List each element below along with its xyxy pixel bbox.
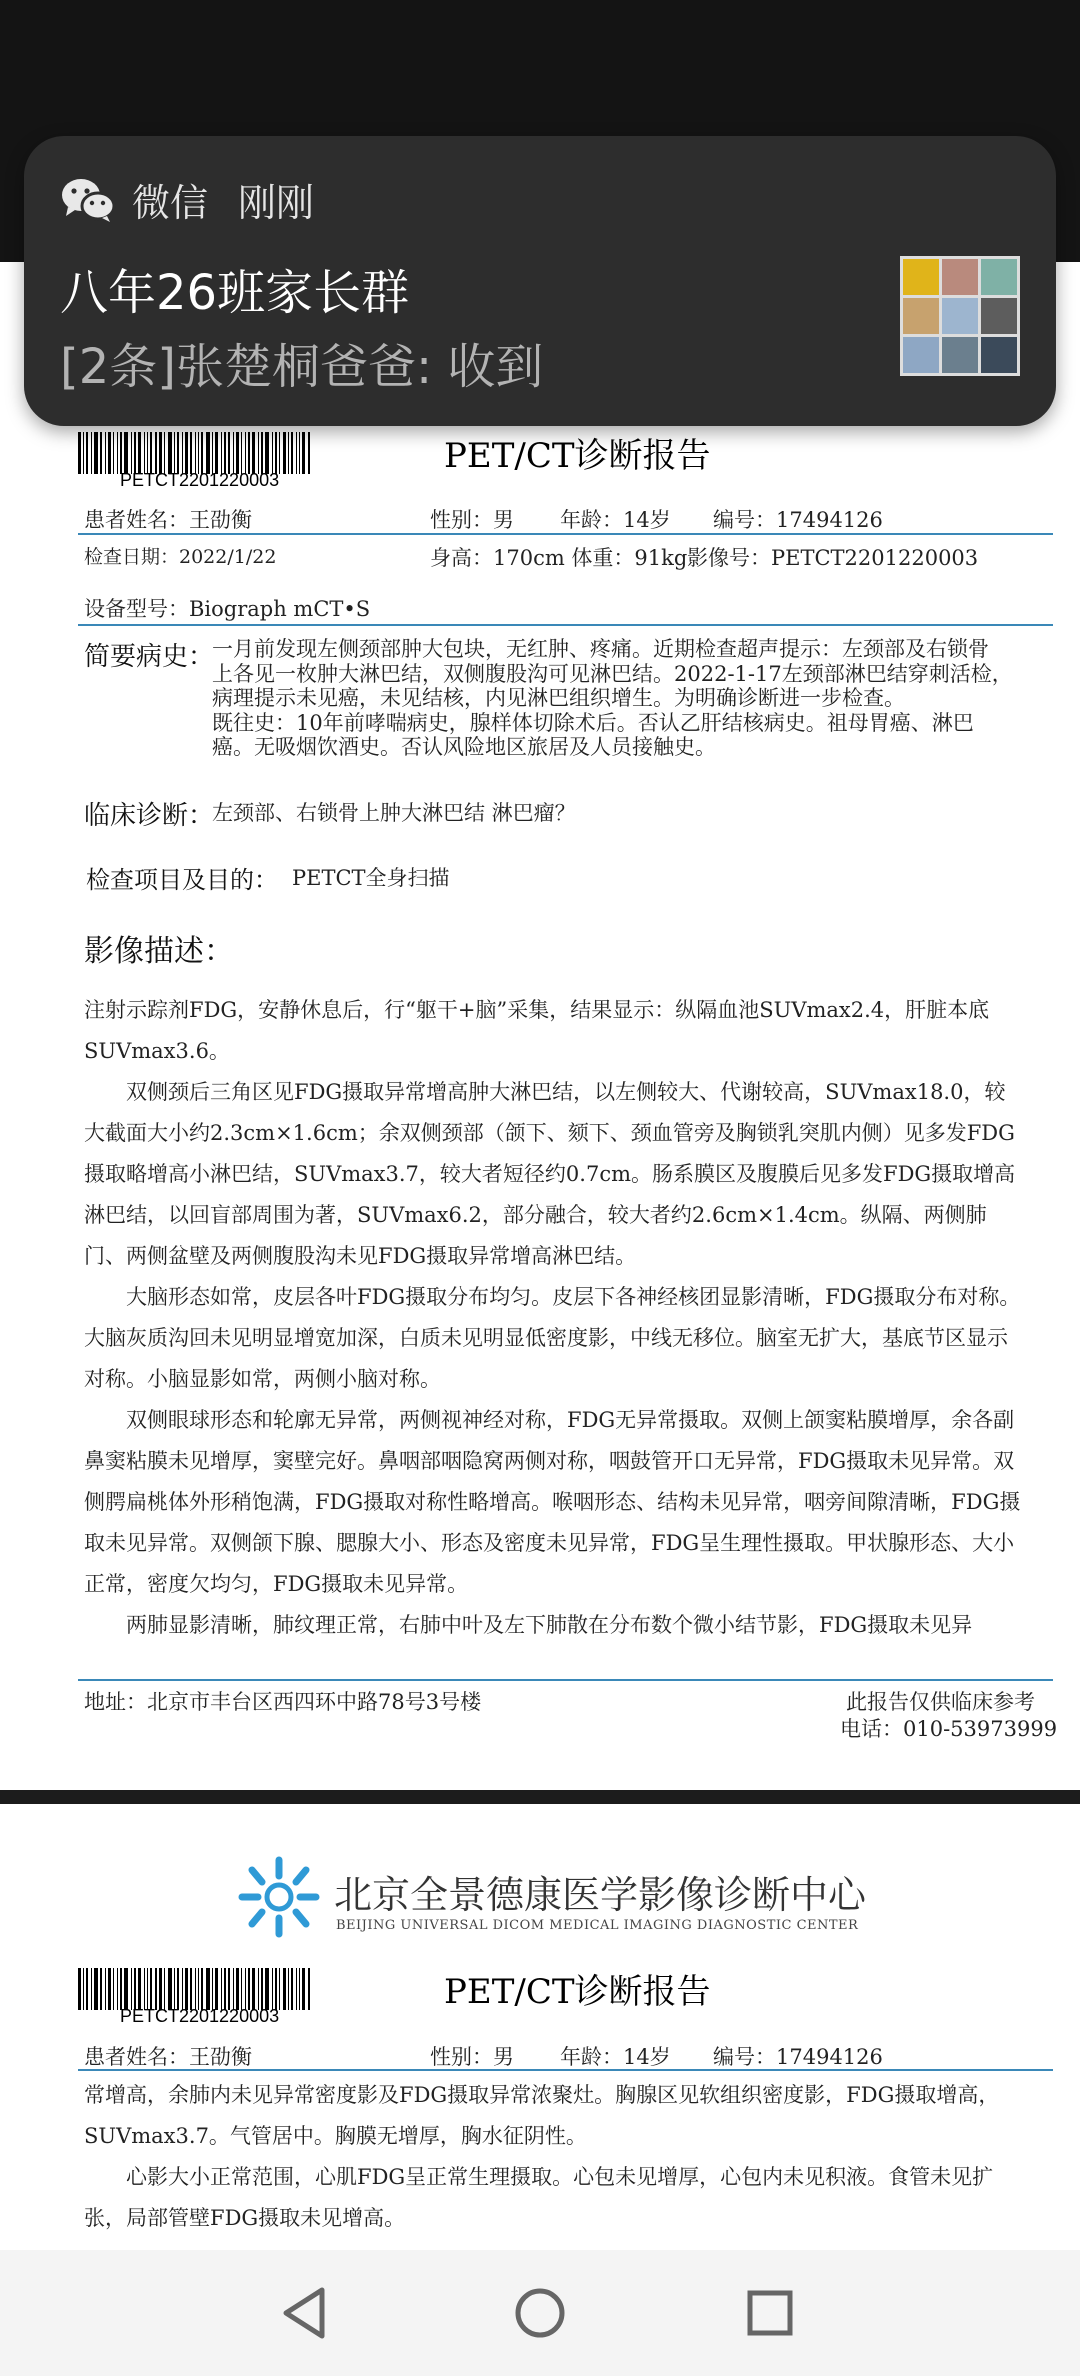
barcode-bar xyxy=(198,432,199,474)
barcode-bar xyxy=(174,1968,175,2010)
barcode-bar xyxy=(195,1968,196,2010)
barcode-bar xyxy=(185,1968,188,2010)
exam-item-label: 检查项目及目的： xyxy=(86,866,278,894)
barcode-bar xyxy=(150,1968,152,2010)
barcode-bar xyxy=(201,1968,203,2010)
barcode-bar xyxy=(113,1968,114,2010)
image-number: 影像号：PETCT2201220003 xyxy=(687,546,979,570)
barcode-bar xyxy=(131,1968,132,2010)
barcode-bar xyxy=(177,1968,179,2010)
barcode-bar xyxy=(233,432,234,474)
barcode-bar xyxy=(168,1968,172,2010)
barcode-bar xyxy=(206,1968,210,2010)
clinical-label: 临床诊断： xyxy=(84,801,215,831)
barcode-bar xyxy=(245,1968,246,2010)
barcode-bar xyxy=(308,1968,310,2010)
barcode-bar xyxy=(241,432,242,474)
barcode-bar xyxy=(190,1968,192,2010)
group-avatar xyxy=(900,256,1020,376)
divider xyxy=(78,624,1053,626)
patient-name: 患者姓名：王劭衡 xyxy=(84,508,252,532)
barcode-bar xyxy=(215,1968,218,2010)
divider xyxy=(78,533,1053,535)
barcode-bar xyxy=(201,432,203,474)
back-icon[interactable] xyxy=(270,2278,340,2348)
barcode-bar xyxy=(117,1968,118,2010)
barcode-bar xyxy=(134,432,136,474)
paragraph: 两肺显影清晰，肺纹理正常，右肺中叶及左下肺散在分布数个微小结节影，FDG摄取未见异 xyxy=(126,1613,973,1637)
notification-app: 微信 xyxy=(132,181,209,225)
barcode-bar xyxy=(233,1968,234,2010)
barcode-number: PETCT2201220003 xyxy=(120,2006,280,2026)
barcode-bar xyxy=(252,1968,255,2010)
barcode-bar xyxy=(138,1968,141,2010)
barcode-bar xyxy=(168,432,172,474)
barcode-bar xyxy=(159,432,162,474)
barcode-bar xyxy=(105,432,106,474)
paragraph: 注射示踪剂FDG，安静休息后，行“躯干+脑”采集，结果显示：纵隔血池SUVmax2.4，肝脏本底SUVmax3.6。 xyxy=(84,998,990,1063)
barcode-bar xyxy=(108,432,111,474)
barcode-bar xyxy=(299,1968,300,2010)
barcode-bar xyxy=(258,1968,259,2010)
barcode-bar xyxy=(131,432,132,474)
report-title: PET/CT诊断报告 xyxy=(444,1972,711,2012)
barcode-bar xyxy=(308,432,310,474)
patient-age: 年龄：14岁 xyxy=(560,508,671,532)
barcode-bar xyxy=(91,1968,92,2010)
barcode-bar xyxy=(190,432,192,474)
barcode-bar xyxy=(221,1968,222,2010)
page-separator xyxy=(0,1790,1080,1804)
org-name-cn: 北京全景德康医学影像诊断中心 xyxy=(334,1873,867,1917)
barcode-bar xyxy=(283,432,286,474)
barcode-bar xyxy=(228,432,230,474)
barcode-bar xyxy=(117,432,118,474)
exam-date: 检查日期：2022/1/22 xyxy=(84,546,277,568)
footer-divider xyxy=(78,1679,1053,1681)
barcode-bar xyxy=(155,1968,157,2010)
barcode-bar xyxy=(198,1968,199,2010)
wechat-icon xyxy=(60,176,116,224)
notification-time: 刚刚 xyxy=(238,181,315,225)
barcode-bar xyxy=(272,432,273,474)
barcode-bar xyxy=(86,432,88,474)
barcode-bar xyxy=(164,432,165,474)
notification-title: 八年26班家长群 xyxy=(60,265,410,321)
barcode-bar xyxy=(302,1968,305,2010)
barcode-bar xyxy=(100,1968,102,2010)
barcode-bar xyxy=(83,432,84,474)
barcode-bar xyxy=(296,432,297,474)
barcode-bar xyxy=(120,1968,122,2010)
barcode-bar xyxy=(206,432,210,474)
barcode-bar xyxy=(275,1968,277,2010)
device-model: 设备型号：Biograph mCT•S xyxy=(84,597,371,621)
clinical-text: 左颈部、右锁骨上肿大淋巴结 淋巴瘤？ xyxy=(212,801,576,825)
patient-sex: 性别：男 xyxy=(430,508,514,532)
barcode-bar xyxy=(272,1968,273,2010)
barcode-bar xyxy=(265,432,269,474)
barcode-bar xyxy=(94,432,98,474)
barcode-bar xyxy=(302,432,305,474)
paragraph: 双侧眼球形态和轮廓无异常，两侧视神经对称，FDG无异常摄取。双侧上颌窦粘膜增厚，余各副鼻窦粘膜未见增厚，窦壁完好。鼻咽部咽隐窝两侧对称，咽鼓管开口无异常，FDG摄取未见异常。双侧腭扁桃体外形稍饱满，FDG摄取对称性略增高。喉咽形态、结构未见异常，咽旁间隙清晰，FDG摄取未见异常。双侧颌下腺、腮腺大小、形态及密度未见异常，FDG呈生理性摄取。甲状腺形态、大小正常，密度欠均匀，FDG摄取未见异常。 xyxy=(84,1408,1021,1596)
barcode-bar xyxy=(134,1968,136,2010)
paragraph: 双侧颈后三角区见FDG摄取异常增高肿大淋巴结，以左侧较大、代谢较高，SUVmax18.0，较大截面大小约2.3cm×1.6cm；余双侧颈部（颌下、颏下、颈血管旁及胸锁乳突肌内侧）见多发FDG摄取略增高小淋巴结，SUVmax3.7，较大者短径约0.7cm。肠系膜区及腹膜后见多发FDG摄取增高淋巴结，以回盲部周围为著，SUVmax6.2，部分融合，较大者约2.6cm×1.4cm。纵隔、两侧肺门、两侧盆壁及两侧腹股沟未见FDG摄取异常增高淋巴结。 xyxy=(84,1080,1016,1268)
barcode-bar xyxy=(283,1968,286,2010)
image-description-continued xyxy=(84,2075,1024,2239)
paragraph: 心影大小正常范围，心肌FDG呈正常生理摄取。心包未见增厚，心包内未见积液。食管未见扩张，局部管壁FDG摄取未见增高。 xyxy=(84,2165,994,2230)
patient-name: 患者姓名：王劭衡 xyxy=(84,2045,252,2069)
wechat-notification[interactable] xyxy=(24,136,1056,426)
logo-icon xyxy=(236,1854,322,1940)
report-title: PET/CT诊断报告 xyxy=(444,436,711,476)
barcode-bar xyxy=(236,1968,239,2010)
image-description-label: 影像描述： xyxy=(84,934,234,969)
barcode-number: PETCT2201220003 xyxy=(120,470,280,490)
report-note: 此报告仅供临床参考 xyxy=(846,1690,1035,1714)
barcode-bar xyxy=(248,432,250,474)
exam-item-text: PETCT全身扫描 xyxy=(292,866,450,890)
barcode-bar xyxy=(182,1968,183,2010)
navigation-bar xyxy=(0,2250,1080,2376)
barcode-bar xyxy=(248,1968,250,2010)
barcode-bar xyxy=(147,1968,148,2010)
barcode-bar xyxy=(228,1968,230,2010)
barcode-bar xyxy=(124,432,128,474)
barcode-bar xyxy=(236,432,239,474)
barcode-bar xyxy=(155,432,157,474)
barcode-bar xyxy=(164,1968,165,2010)
barcode-bar xyxy=(221,432,222,474)
barcode-bar xyxy=(275,432,277,474)
paragraph: 大脑形态如常，皮层各叶FDG摄取分布均匀。皮层下各神经核团显影清晰，FDG摄取分布对称。大脑灰质沟回未见明显增宽加深，白质未见明显低密度影，中线无移位。脑室无扩大，基底节区显示对称。小脑显影如常，两侧小脑对称。 xyxy=(84,1285,1021,1391)
barcode-bar xyxy=(296,1968,297,2010)
barcode-bar xyxy=(288,1968,289,2010)
barcode-bar xyxy=(91,432,92,474)
barcode-bar xyxy=(120,432,122,474)
image-description xyxy=(84,990,1024,1646)
home-icon[interactable] xyxy=(505,2278,575,2348)
barcode-bar xyxy=(224,432,226,474)
barcode xyxy=(78,432,312,474)
barcode-bar xyxy=(174,432,175,474)
barcode-bar xyxy=(144,1968,145,2010)
phone: 电话：010-53973999 xyxy=(840,1717,1058,1741)
patient-age: 年龄：14岁 xyxy=(560,2045,671,2069)
report-number: 编号：17494126 xyxy=(713,2045,883,2069)
height-weight: 身高：170cm 体重：91kg xyxy=(430,546,688,570)
barcode-bar xyxy=(224,1968,226,2010)
barcode-bar xyxy=(265,1968,269,2010)
barcode-bar xyxy=(105,1968,106,2010)
recents-icon[interactable] xyxy=(735,2278,805,2348)
barcode-bar xyxy=(159,1968,162,2010)
barcode-bar xyxy=(113,432,114,474)
barcode-bar xyxy=(177,432,179,474)
divider xyxy=(78,2069,1053,2071)
barcode-bar xyxy=(144,432,145,474)
barcode-bar xyxy=(150,432,152,474)
barcode xyxy=(78,1968,312,2010)
barcode-bar xyxy=(212,432,213,474)
history-text: 一月前发现左侧颈部肿大包块，无红肿、疼痛。近期检查超声提示：左颈部及右锁骨 上各见一枚肿大淋巴结，双侧腹股沟可见淋巴结。2022-1-17左颈部淋巴结穿刺活检， 病理提示未见癌，未见结核，内见淋巴组织增生。为明确诊断进一步检查。 既往史：10年前哮喘病史，腺样体切除术后。否认乙肝结核病史。祖母胃癌、淋巴 癌。无吸烟饮酒史。否认风险地区旅居及人员接触史。 xyxy=(212,637,1013,759)
barcode-bar xyxy=(94,1968,98,2010)
barcode-bar xyxy=(86,1968,88,2010)
barcode-bar xyxy=(78,1968,81,2010)
barcode-bar xyxy=(212,1968,213,2010)
barcode-bar xyxy=(78,432,81,474)
barcode-bar xyxy=(299,432,300,474)
barcode-bar xyxy=(182,432,183,474)
barcode-bar xyxy=(258,432,259,474)
patient-sex: 性别：男 xyxy=(430,2045,514,2069)
barcode-bar xyxy=(138,432,141,474)
barcode-bar xyxy=(108,1968,111,2010)
barcode-bar xyxy=(245,432,246,474)
barcode-bar xyxy=(252,432,255,474)
barcode-bar xyxy=(241,1968,242,2010)
barcode-bar xyxy=(147,432,148,474)
history-label: 简要病史： xyxy=(84,642,215,672)
address: 地址：北京市丰台区西四环中路78号3号楼 xyxy=(84,1690,482,1714)
report-number: 编号：17494126 xyxy=(713,508,883,532)
barcode-bar xyxy=(215,432,218,474)
barcode-bar xyxy=(279,1968,280,2010)
org-name-en: BEIJING UNIVERSAL DICOM MEDICAL IMAGING DIAGNOSTIC CENTER xyxy=(336,1918,859,1933)
barcode-bar xyxy=(288,432,289,474)
barcode-bar xyxy=(261,1968,263,2010)
barcode-bar xyxy=(279,432,280,474)
barcode-bar xyxy=(100,432,102,474)
barcode-bar xyxy=(83,1968,84,2010)
notification-message: [2条]张楚桐爸爸: 收到 xyxy=(60,339,544,395)
barcode-bar xyxy=(261,432,263,474)
barcode-bar xyxy=(291,432,293,474)
barcode-bar xyxy=(291,1968,293,2010)
barcode-bar xyxy=(195,432,196,474)
paragraph: 常增高，余肺内未见异常密度影及FDG摄取异常浓聚灶。胸腺区见软组织密度影，FDG摄取增高，SUVmax3.7。气管居中。胸膜无增厚，胸水征阴性。 xyxy=(84,2083,1000,2148)
barcode-bar xyxy=(124,1968,128,2010)
barcode-bar xyxy=(185,432,188,474)
